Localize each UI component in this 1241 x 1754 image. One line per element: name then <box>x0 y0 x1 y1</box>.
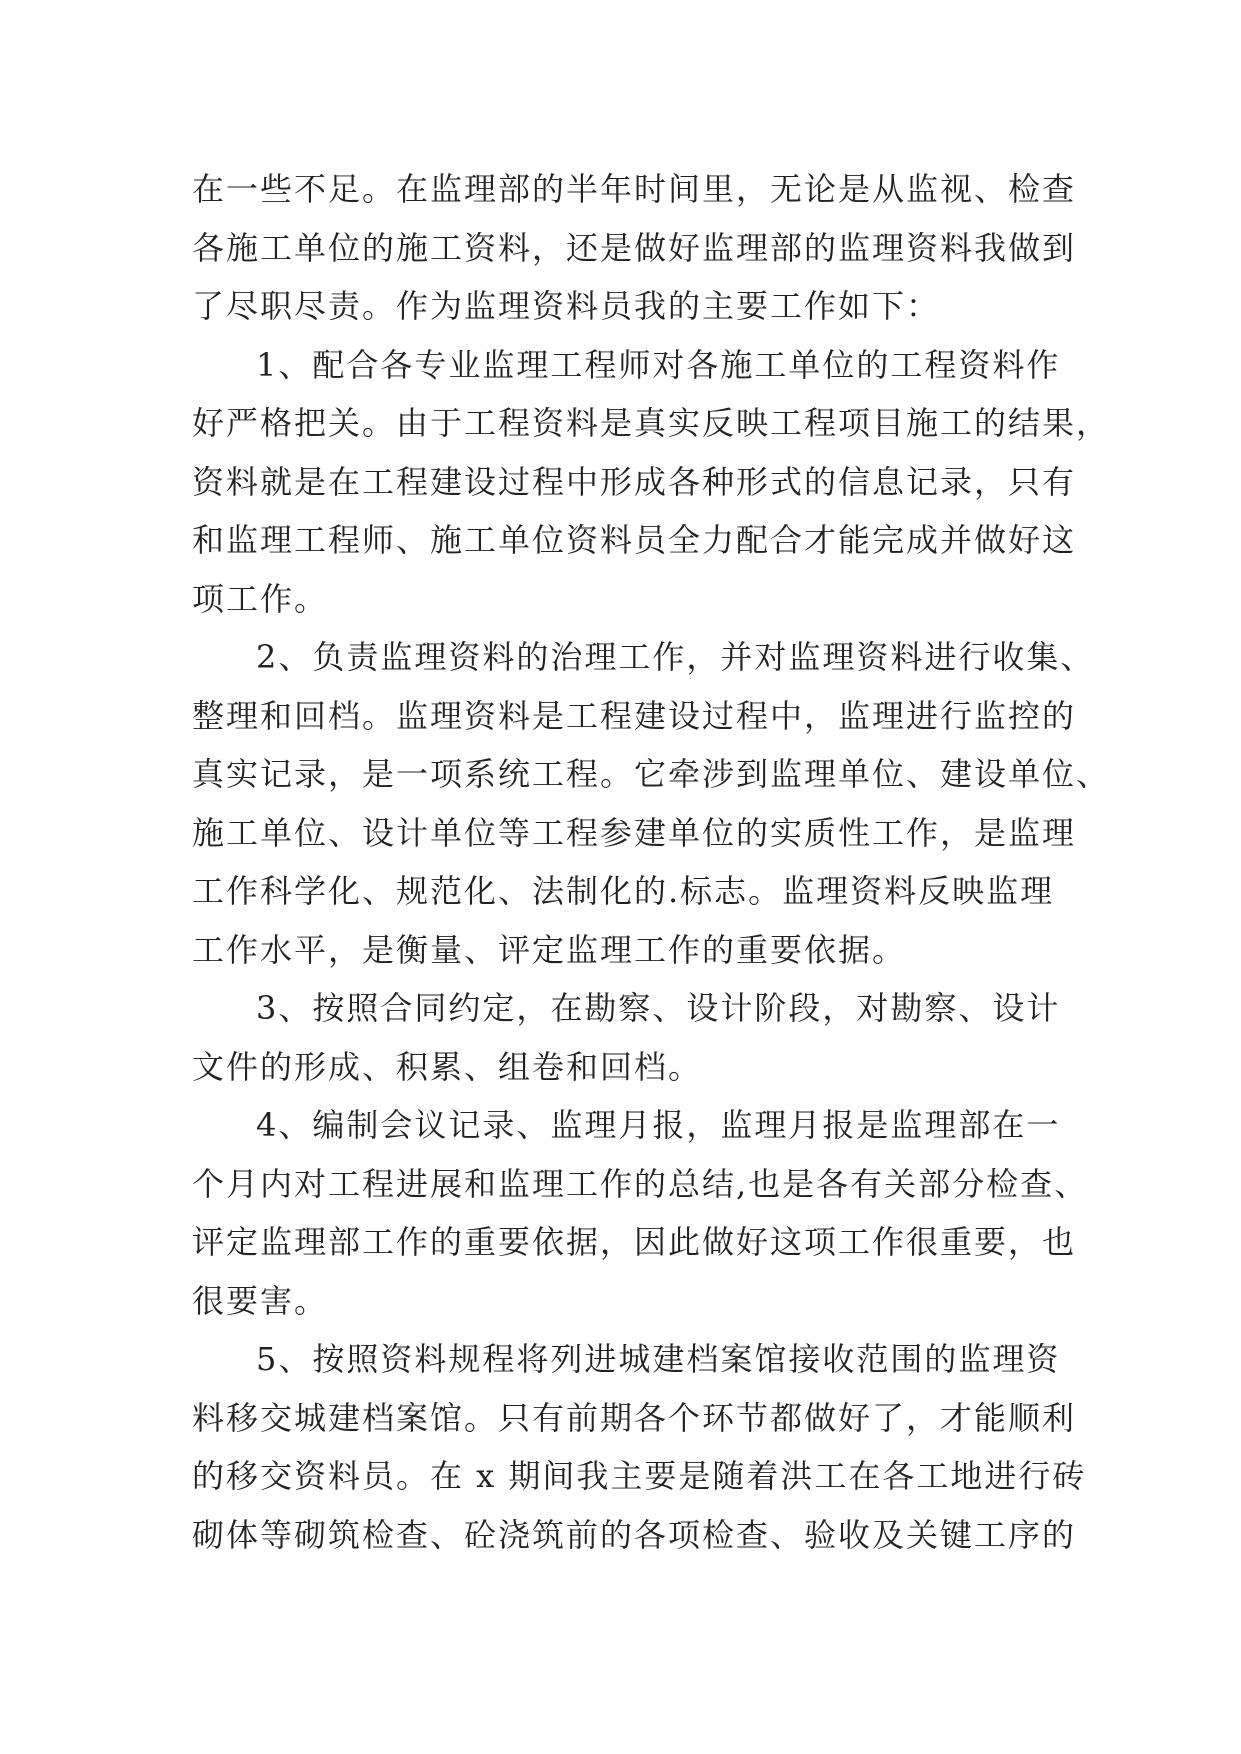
text-line: 施工单位、设计单位等工程参建单位的实质性工作，是监理 <box>192 813 1077 852</box>
text-line: 个月内对工程进展和监理工作的总结,也是各有关部分检查、 <box>192 1164 1089 1203</box>
text-line: 4、编制会议记录、监理月报，监理月报是监理部在一 <box>256 1106 1061 1144</box>
text-line: 和监理工程师、施工单位资料员全力配合才能完成并做好这 <box>192 521 1077 559</box>
text-line: 文件的形成、积累、组卷和回档。 <box>192 1047 703 1086</box>
text-line: 料移交城建档案馆。只有前期各个环节都做好了，才能顺利 <box>192 1398 1077 1437</box>
text-line: 资料就是在工程建设过程中形成各种形式的信息记录，只有 <box>192 462 1077 501</box>
text-line: 工作科学化、规范化、法制化的.标志。监理资料反映监理 <box>192 872 1055 910</box>
text-line: 很要害。 <box>192 1281 329 1320</box>
text-line: 在一些不足。在监理部的半年时间里，无论是从监视、检查 <box>192 170 1077 208</box>
text-line: 好严格把关。由于工程资料是真实反映工程项目施工的结果， <box>192 404 1111 442</box>
text-line: 评定监理部工作的重要依据，因此做好这项工作很重要，也 <box>192 1223 1077 1261</box>
text-line: 1、配合各专业监理工程师对各施工单位的工程资料作 <box>256 345 1061 384</box>
text-line: 整理和回档。监理资料是工程建设过程中，监理进行监控的 <box>192 696 1077 735</box>
text-line: 2、负责监理资料的治理工作，并对监理资料进行收集、 <box>256 638 1095 676</box>
document-body <box>192 160 1111 1564</box>
text-line: 项工作。 <box>192 579 329 618</box>
text-line: 砌体等砌筑检查、砼浇筑前的各项检查、验收及关键工序的 <box>192 1515 1077 1554</box>
text-line: 了尽职尽责。作为监理资料员我的主要工作如下： <box>192 287 941 325</box>
text-line: 真实记录，是一项系统工程。它牵涉到监理单位、建设单位、 <box>192 755 1111 793</box>
text-line: 3、按照合同约定，在勘察、设计阶段，对勘察、设计 <box>256 989 1061 1027</box>
text-line: 5、按照资料规程将列进城建档案馆接收范围的监理资 <box>256 1340 1061 1378</box>
text-line: 各施工单位的施工资料，还是做好监理部的监理资料我做到 <box>192 228 1077 267</box>
text-line: 工作水平，是衡量、评定监理工作的重要依据。 <box>192 930 907 969</box>
text-line: 的移交资料员。在 x 期间我主要是随着洪工在各工地进行砖 <box>192 1457 1087 1495</box>
